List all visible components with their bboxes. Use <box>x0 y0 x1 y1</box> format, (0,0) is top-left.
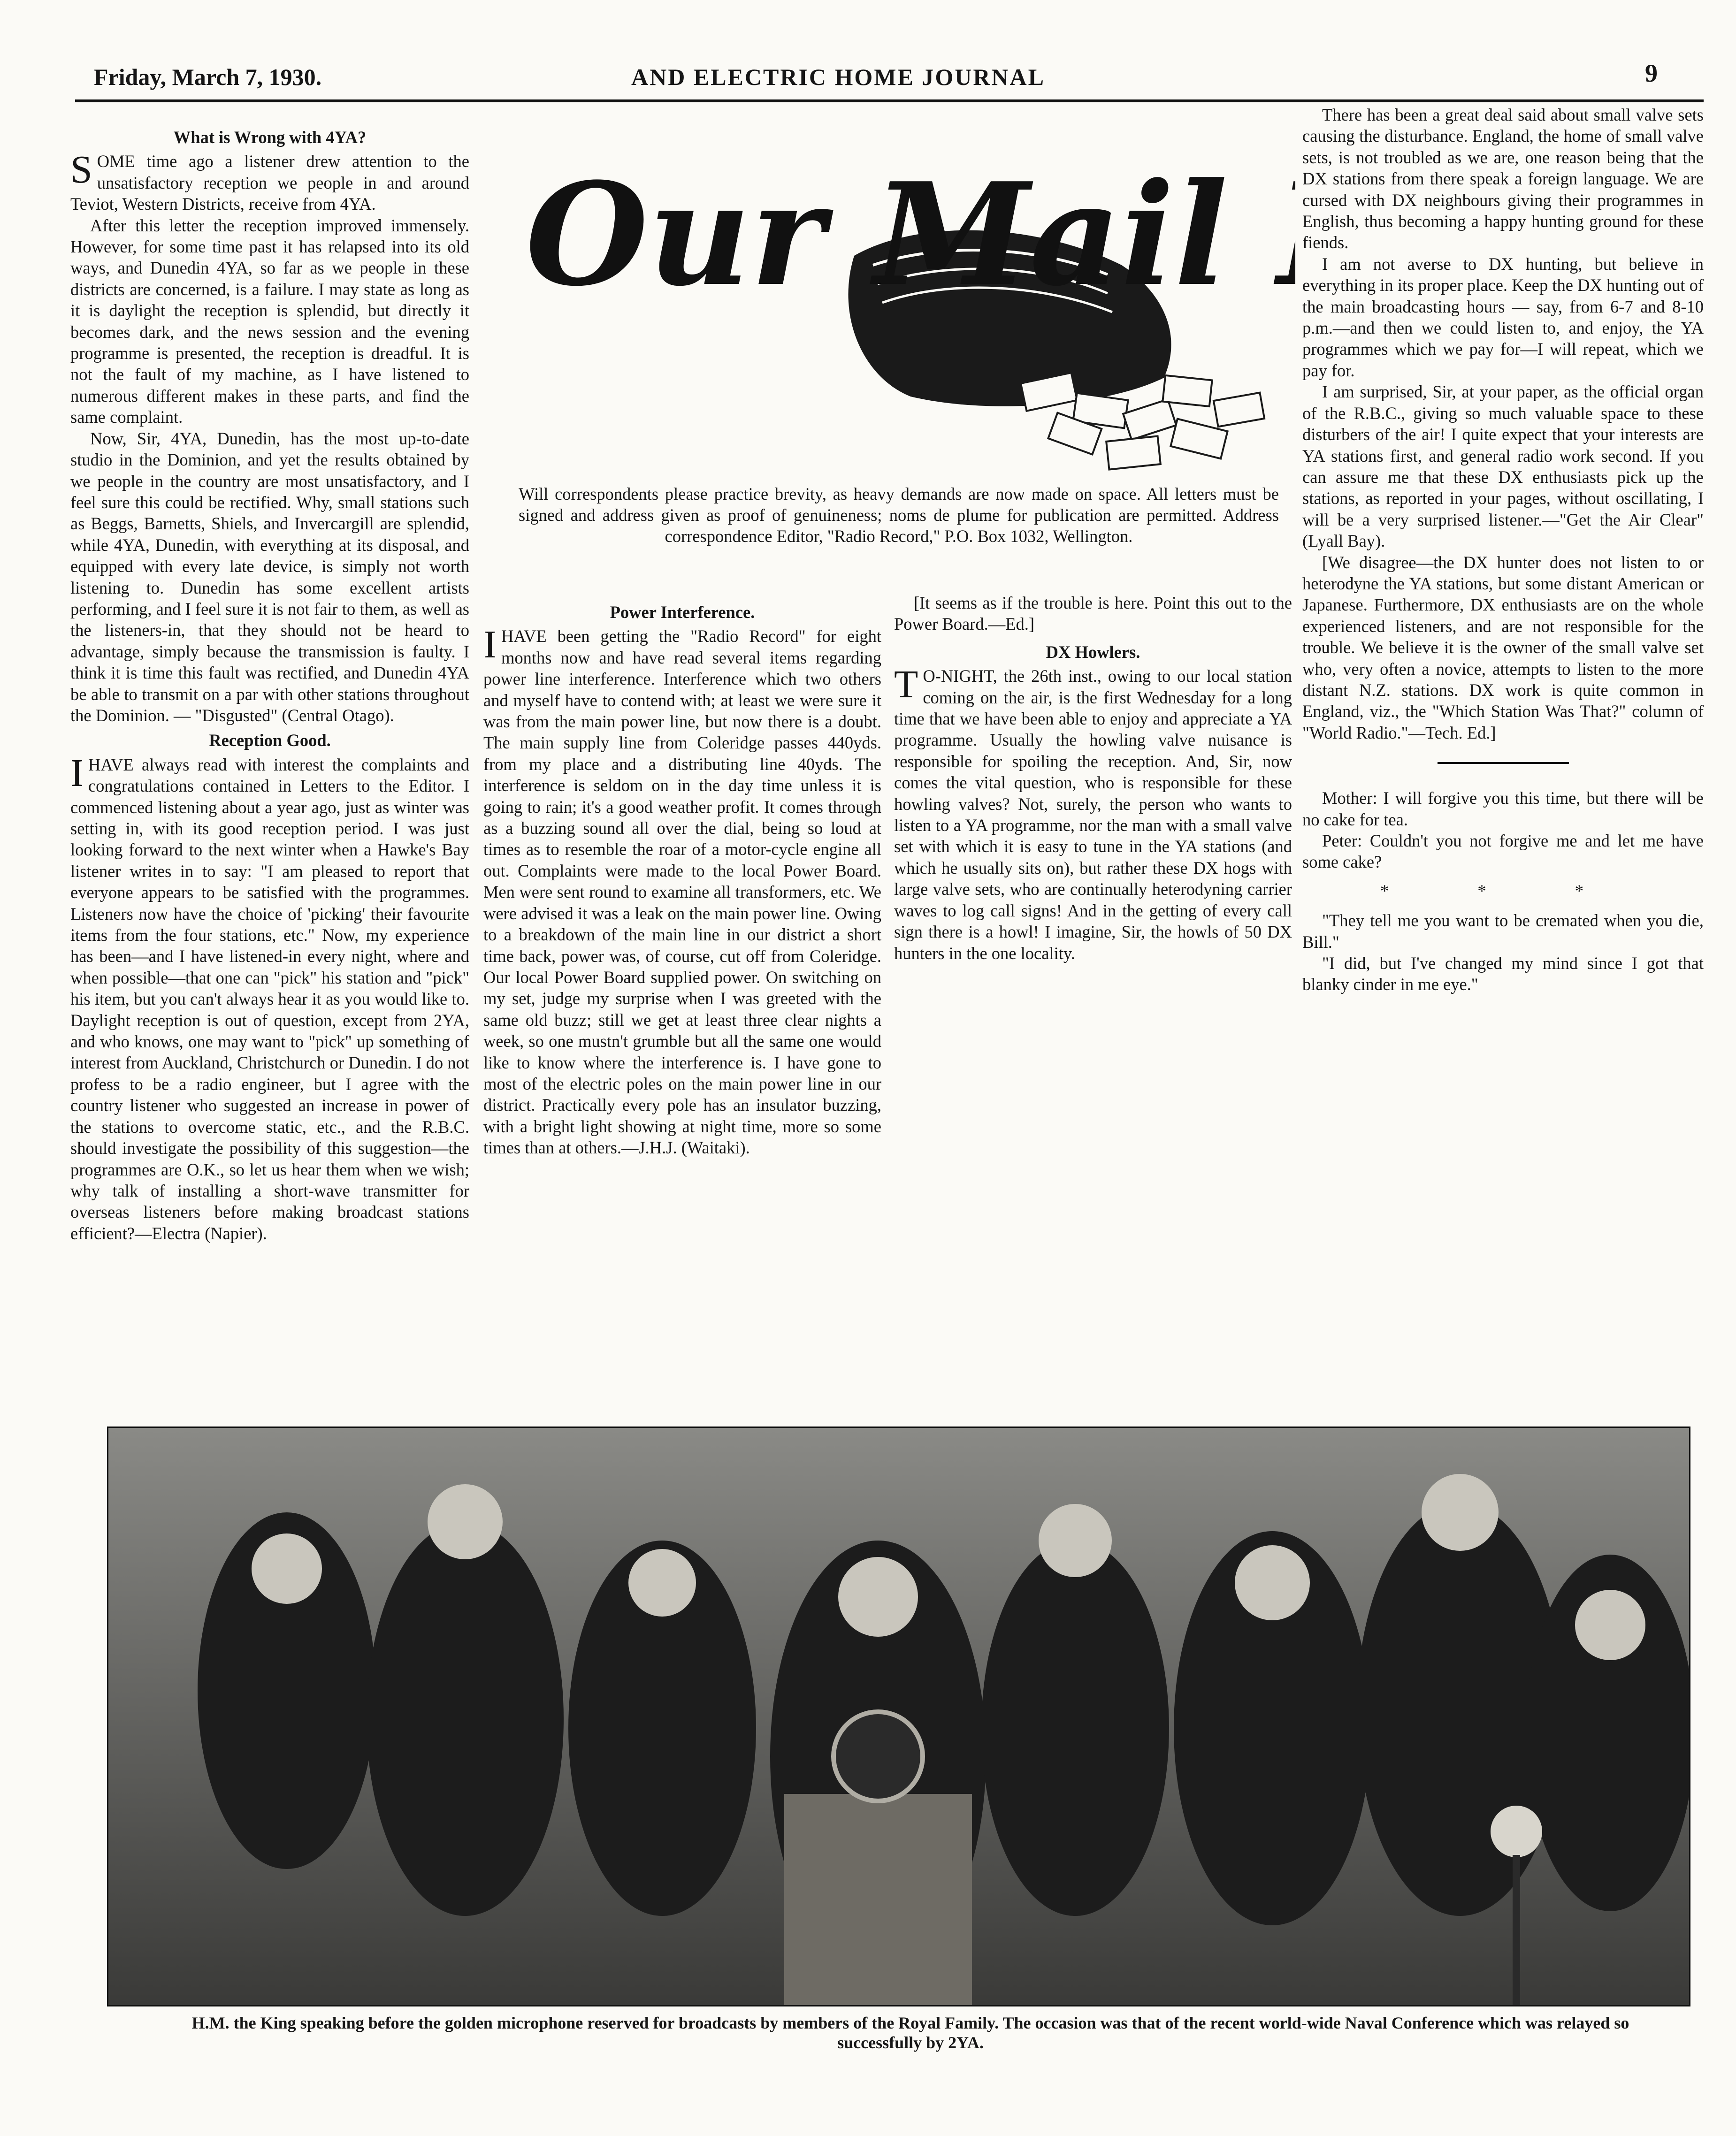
article-heading: Power Interference. <box>610 603 755 622</box>
column-3 <box>894 592 1292 1397</box>
photo-illustration <box>108 1428 1689 2005</box>
section-divider <box>1438 762 1569 764</box>
issue-date: Friday, March 7, 1930. <box>94 64 322 90</box>
stars-divider: * * * <box>1380 881 1626 900</box>
article-paragraph: I am surprised, Sir, at your paper, as the official organ of the R.B.C., giving so much valuable space to these disturbers of the air! I quite expect that your interests are YA stations first, and general radio work second. If you can assure me that these DX enthusiasts pick up the stations, as reported in your pages, without oscillating, I will be a very surprised listener.—"Get the Air Clear" (Lyall Bay). <box>1302 382 1704 551</box>
drop-cap: T <box>894 663 918 707</box>
banner-title: Our Mail <box>526 152 1228 317</box>
joke-line: Mother: I will forgive you this time, but there will be no cake for tea. <box>1302 788 1704 829</box>
drop-cap: I <box>70 751 84 795</box>
drop-cap: S <box>70 148 92 192</box>
jokes-section <box>1302 787 1704 995</box>
correspondence-notice: Will correspondents please practice brevity, as heavy demands are now made on space. All letters must be signed and address given as proof of genuineness; noms de plume for publication are permitted. Address correspondence Editor, "Radio Record," P.O. Box 1032, Wellington. <box>519 484 1279 546</box>
article-heading: What is Wrong with 4YA? <box>173 128 367 147</box>
column-2 <box>483 592 881 1397</box>
mail-bag-banner <box>497 115 1295 486</box>
article-paragraph: After this letter the reception improved immensely. However, for some time past it has relapsed into its old ways, and Dunedin 4YA, so far as we people in these districts are concerned, is a failure. I may state as long as it is daylight the reception is splendid, but directly it becomes dark, and the news session and the evening programme is presented, the reception is dreadful. It is not the fault of my machine, as I have listened to numerous different makes in these parts, and find the same complaint. <box>70 215 469 427</box>
article-paragraph: IHAVE been getting the "Radio Record" for eight months now and have read several items regarding power line interference. Interference which two others and myself have to contend with; at least we were sure it was from the main power line, but now there is a doubt. The main supply line from Coleridge passes 440yds. from my place and a distributing line 40yds. The interference is seldom on in the day time unless it is going to rain; it's a good weather profit. It comes through as a buzzing sound all over the dial, being so loud at times as to resemble the roar of a motor-cycle engine all out. Complaints were made to the local Power Board. Men were sent round to examine all transformers, etc. We were advised it was a leak on the main power line. Owing to a breakdown of the main line in our district a short time back, power was, of course, cut off from Coleridge. Our local Power Board supplied power. On switching on my set, judge my surprise when I was greeted with the same old buzz; still we get at least three clear nights a week, so one mustn't grumble but all the same one would like to know where the interference is. I have gone to most of the electric poles on the main power line in our district. Practically every pole has an insulator buzzing, with a bright light showing at night time, more so some times than at others.—J.H.J. (Waitaki). <box>483 623 881 1158</box>
editor-reply: [We disagree—the DX hunter does not listen to or heterodyne the YA stations, but some distant American or Japanese. Furthermore, DX enthusiasts are on the whole experienced listeners, and are not responsible for the trouble. We believe it is the owner of the small valve set who, very often a novice, attempts to listen to the more distant N.Z. stations. DX work is quite common in England, viz., the "Which Station Was That?" column of "World Radio."—Tech. Ed.] <box>1302 552 1704 742</box>
mail-bag-illustration <box>497 115 1295 486</box>
article-paragraph: I am not averse to DX hunting, but believe in everything in its proper place. Keep the DX hunting out of the main broadcasting hours — say, from 6-7 and 8-10 p.m.—and then we could listen to, and enjoy, the YA programmes which we pay for—I will repeat, which we pay for. <box>1302 254 1704 380</box>
joke-line: Peter: Couldn't you not forgive me and let me have some cake? <box>1302 831 1704 872</box>
article-paragraph: There has been a great deal said about small valve sets causing the disturbance. England, the home of small valve sets, is not troubled as we are, one reason being that the DX stations from there speak a foreign language. We are cursed with DX neighbours giving their programmes in English, thus becoming a happy hunting ground for these fiends. <box>1302 105 1704 252</box>
article-heading: DX Howlers. <box>1046 642 1140 662</box>
joke-line: "I did, but I've changed my mind since I got that blanky cinder in me eye." <box>1302 954 1704 994</box>
article-paragraph: SOME time ago a listener drew attention to the unsatisfactory reception we people in and around Teviot, Western Districts, receive from 4YA. <box>70 148 469 214</box>
joke-line: "They tell me you want to be cremated when you die, Bill." <box>1302 911 1704 952</box>
article-paragraph: Now, Sir, 4YA, Dunedin, has the most up-to-date studio in the Dominion, and yet the results obtained by we people in the country are most unsatisfactory, and I feel sure this could be rectified. Why, small stations such as Beggs, Barnetts, Shiels, and Invercargill are splendid, while 4YA, Dunedin, with everything at its disposal, and equipped with every late device, is simply not worth listening to. Dunedin has some excellent artists performing, and I feel sure it is not fair to them, as well as the listeners-in, that they should not be heard to advantage, simply because the transmission is faulty. I think it is time this fault was rectified, and Dunedin 4YA be able to transmit on a par with other stations throughout the Dominion. — "Disgusted" (Central Otago). <box>70 428 469 725</box>
king-photograph <box>107 1427 1690 2006</box>
article-heading: Reception Good. <box>209 731 331 750</box>
editor-reply: [It seems as if the trouble is here. Point this out to the Power Board.—Ed.] <box>894 593 1292 634</box>
column-1 <box>70 123 469 1397</box>
journal-title: AND ELECTRIC HOME JOURNAL <box>631 64 1046 90</box>
page-number: 9 <box>1645 59 1658 87</box>
drop-cap: I <box>483 623 497 667</box>
article-paragraph: IHAVE always read with interest the complaints and congratulations contained in Letters to the Editor. I commenced listening about a year ago, just as winter was setting in, with its good reception period. I was just looking forward to the next winter when a Hawke's Bay listener writes in to say: "I am pleased to report that everyone appears to be satisfied with the programmes. Listeners now have the choice of 'picking' their favourite items from the four stations, etc." Now, my experience has been—and I have listened-in every night, where and when possible—that one can "pick" his station and "pick" his item, but you can't always hear it as you would like to. Daylight reception is out of question, except from 2YA, and who knows, one may want to "pick" up something of interest from Auckland, Christchurch or Dunedin. I do not profess to be a radio engineer, but I agree with the country listener who suggested an increase in power of the stations to overcome static, etc., and the R.B.C. should investigate the possibility of this suggestion—the programmes are O.K., so let us hear them when we wish; why talk of installing a short-wave transmitter for overseas listeners before making broadcast stations efficient?—Electra (Napier). <box>70 751 469 1243</box>
photo-caption: H.M. the King speaking before the golden microphone reserved for broadcasts by members of the Royal Family. The occasion was that of the recent world-wide Naval Conference which was relayed so successfully by 2YA. <box>191 2014 1629 2052</box>
column-4 <box>1302 104 1704 1397</box>
header-rule <box>75 99 1704 102</box>
article-paragraph: T O-NIGHT, the 26th inst., owing to our local station coming on the air, is the first Wednesday for a long time that we have been able to enjoy and appreciate a YA programme. Usually the howling valve nuisance is responsible for spoiling the reception. And, Sir, now comes the vital question, who is responsible for these howling valves? Not, surely, the person who wants to listen to a YA programme, nor the man with a small valve set with which it is easy to tune in the YA stations (and which he usually sits on), but rather these DX hogs with large valve sets, who are continually heterodyning carrier waves to log call signs! And in the getting of every call sign there is a howl! I imagine, Sir, the howls of 50 DX hunters in the one locality. <box>894 663 1292 963</box>
